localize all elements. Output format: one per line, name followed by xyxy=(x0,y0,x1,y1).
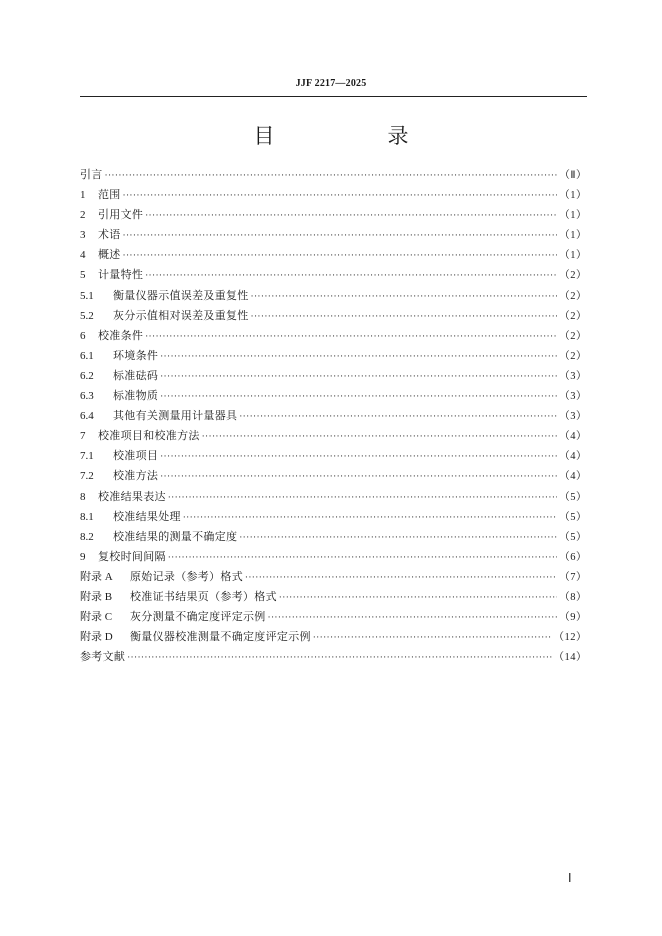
toc-number: 附录 C xyxy=(80,611,113,624)
leader-dots xyxy=(168,548,557,568)
leader-dots xyxy=(239,407,557,427)
toc-page: （5） xyxy=(559,511,587,523)
toc-page: （1） xyxy=(559,250,587,262)
toc-page: （1） xyxy=(559,210,587,222)
toc-number: 5 xyxy=(80,269,86,282)
toc-label: 引言 xyxy=(80,168,103,181)
toc-label: 标准物质 xyxy=(113,389,159,403)
toc-number: 6.3 xyxy=(80,390,94,403)
leader-dots xyxy=(183,508,557,528)
toc-page: （Ⅱ） xyxy=(559,170,587,181)
toc-number: 9 xyxy=(80,550,86,563)
leader-dots xyxy=(145,206,557,226)
toc-page: （1） xyxy=(559,190,587,202)
page-number: Ⅰ xyxy=(568,871,572,885)
toc-label: 校准结果表达 xyxy=(98,489,166,503)
toc-label: 灰分示值相对误差及重复性 xyxy=(113,308,249,322)
toc-number: 7 xyxy=(80,430,86,443)
toc-label: 引用文件 xyxy=(98,208,144,222)
toc-page: （3） xyxy=(559,391,587,403)
toc-label: 灰分测量不确定度评定示例 xyxy=(130,610,266,624)
leader-dots xyxy=(160,347,557,367)
toc-label: 原始记录（参考）格式 xyxy=(130,569,243,583)
toc-number: 2 xyxy=(80,209,86,222)
toc-entry[interactable] xyxy=(80,547,587,567)
leader-dots xyxy=(160,467,557,487)
page-title: 目 录 xyxy=(253,124,455,148)
leader-dots xyxy=(251,287,558,307)
toc-label: 标准砝码 xyxy=(113,368,159,382)
leader-dots xyxy=(105,166,558,186)
toc-label: 衡量仪器示值误差及重复性 xyxy=(113,288,249,302)
toc-number: 8 xyxy=(80,490,86,503)
toc-label: 校准项目 xyxy=(113,449,159,463)
toc-entry[interactable] xyxy=(80,386,587,406)
toc-page: （12） xyxy=(553,632,587,644)
toc-label: 校准条件 xyxy=(98,328,144,342)
toc-label: 范围 xyxy=(98,188,121,202)
leader-dots xyxy=(160,367,557,387)
leader-dots xyxy=(145,327,557,347)
toc-number: 4 xyxy=(80,249,86,262)
leader-dots xyxy=(313,628,552,648)
toc-entry[interactable] xyxy=(80,426,587,446)
toc-entry[interactable] xyxy=(80,587,587,607)
toc-number: 附录 D xyxy=(80,631,113,644)
toc-number: 6 xyxy=(80,329,86,342)
toc-entry[interactable] xyxy=(80,185,587,205)
leader-dots xyxy=(268,608,558,628)
toc-label: 环境条件 xyxy=(113,348,159,362)
leader-dots xyxy=(168,488,557,508)
toc-page: （8） xyxy=(559,591,587,603)
toc-page: （9） xyxy=(559,612,587,624)
toc-page: （7） xyxy=(559,571,587,583)
toc-number: 8.2 xyxy=(80,530,94,543)
leader-dots xyxy=(160,447,557,467)
leader-dots xyxy=(123,186,558,206)
toc-number: 1 xyxy=(80,189,86,202)
leader-dots xyxy=(160,387,557,407)
toc-entry[interactable] xyxy=(80,446,587,466)
toc-label: 参考文献 xyxy=(80,650,126,664)
toc-entry[interactable] xyxy=(80,326,587,346)
toc-label: 术语 xyxy=(98,228,121,242)
toc-label: 校准项目和校准方法 xyxy=(98,429,200,443)
toc-label: 校准结果的测量不确定度 xyxy=(113,529,238,543)
toc-number: 5.2 xyxy=(80,309,94,322)
toc-number: 6.2 xyxy=(80,369,94,382)
toc-entry[interactable] xyxy=(80,205,587,225)
toc-label: 复校时间间隔 xyxy=(98,549,166,563)
toc-label: 校准结果处理 xyxy=(113,509,181,523)
toc-entry[interactable] xyxy=(80,607,587,627)
toc-entry[interactable] xyxy=(80,306,587,326)
document-code-header: JJF 2217—2025 xyxy=(295,78,367,89)
toc-page: （3） xyxy=(559,370,587,382)
toc-number: 6.4 xyxy=(80,410,94,423)
toc-entry[interactable] xyxy=(80,225,587,245)
toc-page: （2） xyxy=(559,290,587,302)
toc-entry[interactable] xyxy=(80,165,587,185)
toc-label: 衡量仪器校准测量不确定度评定示例 xyxy=(130,630,311,644)
toc-page: （4） xyxy=(559,471,587,483)
toc-label: 计量特性 xyxy=(98,268,144,282)
leader-dots xyxy=(145,266,557,286)
table-of-contents xyxy=(80,165,587,667)
toc-page: （14） xyxy=(553,652,587,664)
toc-entry[interactable] xyxy=(80,245,587,265)
toc-entry[interactable] xyxy=(80,265,587,285)
leader-dots xyxy=(123,226,558,246)
leader-dots xyxy=(251,307,558,327)
toc-label: 其他有关测量用计量器具 xyxy=(113,409,238,423)
toc-page: （4） xyxy=(559,451,587,463)
toc-entry[interactable] xyxy=(80,286,587,306)
toc-entry[interactable] xyxy=(80,567,587,587)
toc-page: （3） xyxy=(559,411,587,423)
toc-number: 8.1 xyxy=(80,510,94,523)
toc-entry[interactable] xyxy=(80,507,587,527)
toc-page: （1） xyxy=(559,230,587,242)
toc-entry[interactable] xyxy=(80,366,587,386)
toc-number: 7.1 xyxy=(80,450,94,463)
toc-entry[interactable] xyxy=(80,487,587,507)
toc-entry[interactable] xyxy=(80,527,587,547)
toc-entry[interactable] xyxy=(80,406,587,426)
toc-label: 校准证书结果页（参考）格式 xyxy=(130,589,277,603)
toc-page: （4） xyxy=(559,431,587,443)
toc-entry[interactable] xyxy=(80,627,587,647)
toc-number: 5.1 xyxy=(80,289,94,302)
toc-entry[interactable] xyxy=(80,466,587,486)
toc-entry[interactable] xyxy=(80,647,587,667)
toc-page: （2） xyxy=(559,270,587,282)
toc-page: （5） xyxy=(559,491,587,503)
toc-number: 附录 B xyxy=(80,590,113,603)
toc-number: 6.1 xyxy=(80,349,94,362)
leader-dots xyxy=(245,568,557,588)
toc-number: 附录 A xyxy=(80,570,113,583)
toc-entry[interactable] xyxy=(80,346,587,366)
toc-page: （2） xyxy=(559,330,587,342)
leader-dots xyxy=(239,528,557,548)
leader-dots xyxy=(279,588,557,608)
toc-page: （5） xyxy=(559,531,587,543)
toc-page: （6） xyxy=(559,551,587,563)
leader-dots xyxy=(123,246,558,266)
toc-label: 校准方法 xyxy=(113,469,159,483)
toc-page: （2） xyxy=(559,310,587,322)
leader-dots xyxy=(202,427,558,447)
toc-page: （2） xyxy=(559,350,587,362)
toc-label: 概述 xyxy=(98,248,121,262)
leader-dots xyxy=(127,648,551,668)
toc-number: 7.2 xyxy=(80,470,94,483)
header-rule xyxy=(80,96,587,97)
toc-number: 3 xyxy=(80,229,86,242)
